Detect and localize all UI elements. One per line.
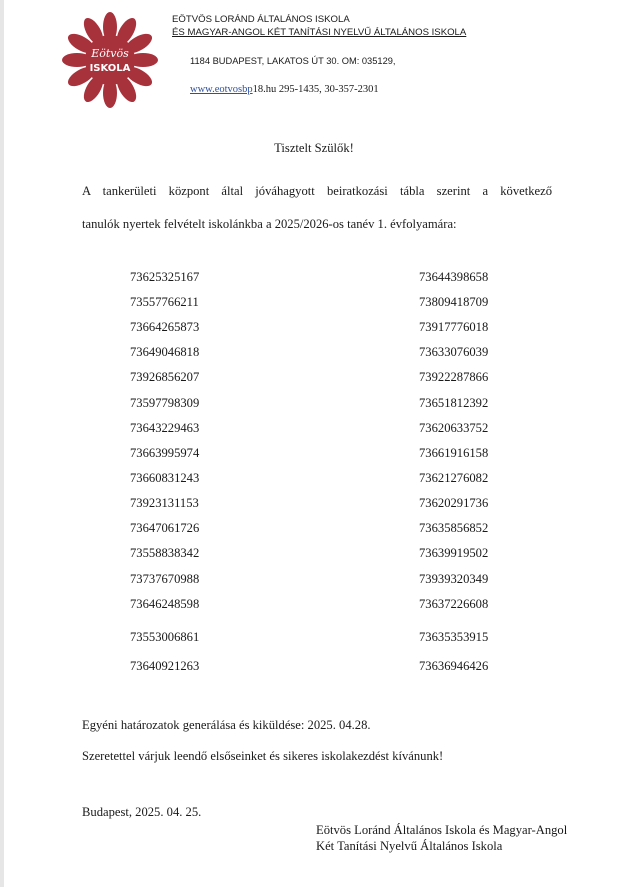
signature-line-2: Két Tanítási Nyelvű Általános Iskola: [316, 839, 503, 853]
left-student-id: 73558838342: [130, 546, 200, 560]
right-student-id: 73939320349: [419, 572, 489, 586]
phone-numbers: 18.hu 295-1435, 30-357-2301: [252, 84, 379, 95]
welcome-note: Szeretettel várjuk leendő elsőseinket és sikeres iskolakezdést kívánunk!: [82, 749, 444, 763]
left-student-id: 73923131153: [130, 496, 199, 510]
right-student-id: 73637226608: [419, 597, 489, 611]
signature: [316, 822, 567, 854]
school-address: 1184 BUDAPEST, LAKATOS ÚT 30. OM: 035129,: [190, 56, 396, 66]
school-name-line2: ÉS MAGYAR-ANGOL KÉT TANÍTÁSI NYELVŰ ÁLTALÁNOS ISKOLA: [172, 26, 467, 38]
school-logo: [60, 10, 160, 110]
school-contact: [190, 84, 379, 95]
right-student-id: 73661916158: [419, 446, 489, 460]
right-student-id: 73639919502: [419, 546, 489, 560]
page-edge: [0, 0, 4, 887]
left-student-id: 73643229463: [130, 421, 200, 435]
right-student-id: 73636946426: [419, 659, 489, 673]
school-header: [172, 14, 466, 39]
website-link[interactable]: www.eotvosbp: [190, 84, 253, 95]
right-student-id: 73809418709: [419, 295, 489, 309]
signature-line-1: Eötvös Loránd Általános Iskola és Magyar-Angol: [316, 823, 568, 837]
right-student-id: 73644398658: [419, 270, 489, 284]
right-student-id: 73651812392: [419, 396, 489, 410]
left-student-id: 73647061726: [130, 521, 200, 535]
left-student-id: 73553006861: [130, 630, 200, 644]
right-student-id: 73922287866: [419, 370, 489, 384]
decision-note: Egyéni határozatok generálása és kiküldése: 2025. 04.28.: [82, 718, 371, 732]
left-student-id: 73664265873: [130, 320, 200, 334]
logo-text-bottom: ISKOLA: [89, 63, 131, 74]
right-student-id: 73620291736: [419, 496, 489, 510]
school-name-line1: EÖTVÖS LORÁND ÁLTALÁNOS ISKOLA: [172, 14, 350, 25]
right-student-id: 73635856852: [419, 521, 489, 535]
place-date: Budapest, 2025. 04. 25.: [82, 805, 202, 819]
left-student-id: 73663995974: [130, 446, 200, 460]
intro-line-1: A tankerületi központ által jóváhagyott beiratkozási tábla szerint a következő: [82, 184, 552, 198]
right-student-id: 73621276082: [419, 471, 489, 485]
left-student-id: 73649046818: [130, 345, 200, 359]
left-student-id: 73597798309: [130, 396, 200, 410]
right-student-id: 73635353915: [419, 630, 489, 644]
intro-line-2: tanulók nyertek felvételt iskolánkba a 2025/2026-os tanév 1. évfolyamára:: [82, 217, 457, 231]
left-student-id: 73557766211: [130, 295, 199, 309]
left-student-id: 73926856207: [130, 370, 200, 384]
right-student-id: 73917776018: [419, 320, 489, 334]
right-student-id: 73633076039: [419, 345, 489, 359]
left-student-id: 73737670988: [130, 572, 200, 586]
right-student-id: 73620633752: [419, 421, 489, 435]
left-student-id: 73646248598: [130, 597, 200, 611]
greeting: Tisztelt Szülők!: [274, 141, 354, 155]
left-student-id: 73640921263: [130, 659, 200, 673]
logo-text-top: Eötvös: [91, 47, 129, 60]
left-student-id: 73625325167: [130, 270, 200, 284]
left-student-id: 73660831243: [130, 471, 200, 485]
